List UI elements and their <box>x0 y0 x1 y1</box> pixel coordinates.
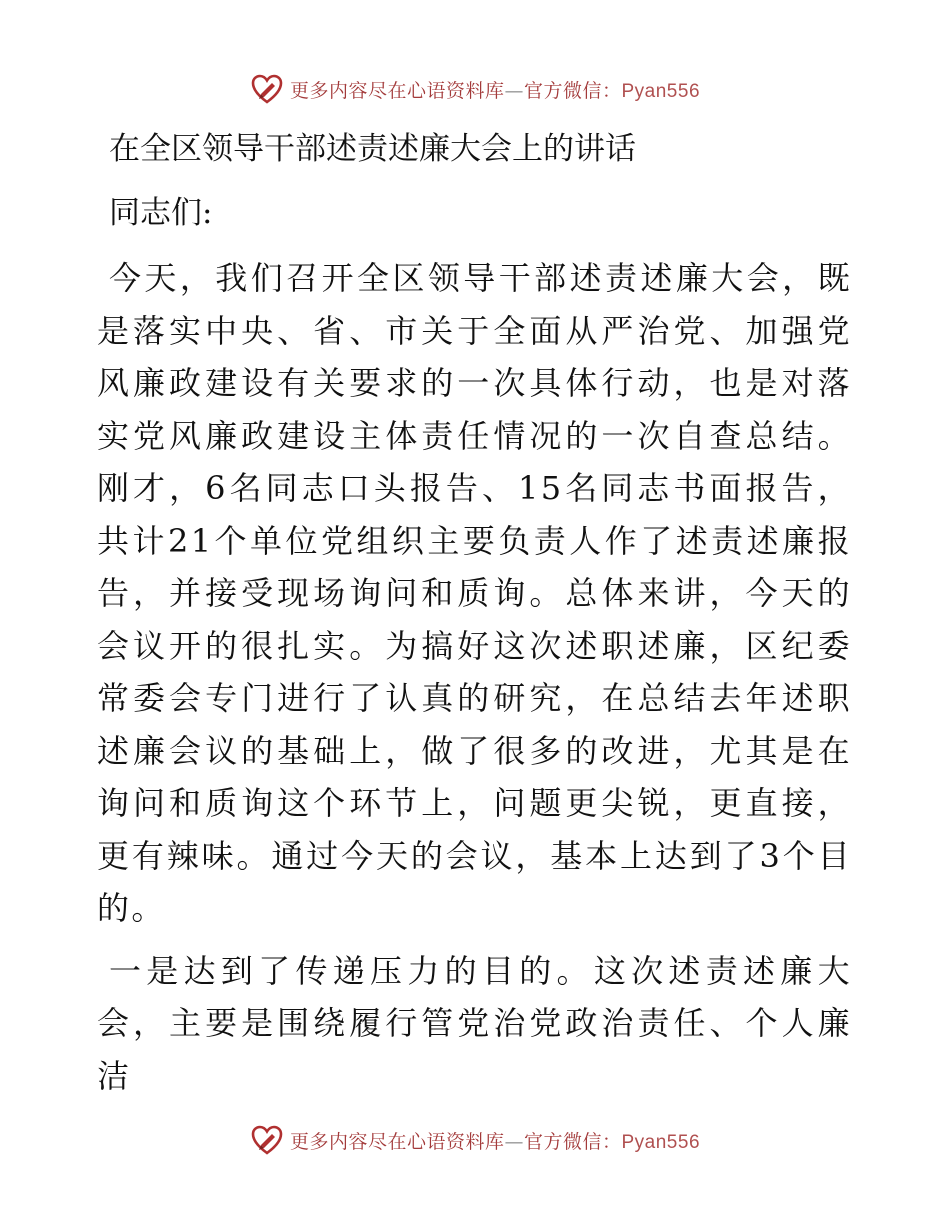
heart-pen-logo-icon <box>250 1123 284 1157</box>
watermark-main-text: 更多内容尽在心语资料库 <box>289 1130 505 1153</box>
watermark-text <box>290 76 700 103</box>
watermark-main-text: 更多内容尽在心语资料库 <box>289 79 505 102</box>
watermark-account-label: 官方微信： <box>523 79 622 102</box>
paragraph-1: 今天，我们召开全区领导干部述责述廉大会，既是落实中央、省、市关于全面从严治党、加强党风廉政建设有关要求的一次具体行动，也是对落实党风廉政建设主体责任情况的一次自查总结。刚才，6名同志口头报告、15名同志书面报告，共计21个单位党组织主要负责人作了述责述廉报告，并接受现场询问和质询。总体来讲，今天的会议开的很扎实。为搞好这次述职述廉，区纪委常委会专门进行了认真的研究，在总结去年述职述廉会议的基础上，做了很多的改进，尤其是在询问和质询这个环节上，问题更尖锐，更直接，更有辣味。通过今天的会议，基本上达到了3个目的。 <box>97 259 852 927</box>
watermark-footer <box>0 1123 950 1157</box>
document-body <box>97 124 852 1102</box>
watermark-text <box>290 1127 700 1154</box>
heart-pen-logo-icon <box>250 72 284 106</box>
watermark-header <box>0 72 950 106</box>
document-title: 在全区领导干部述责述廉大会上的讲话 <box>109 131 636 167</box>
salutation: 同志们: <box>109 195 213 231</box>
watermark-account-label: 官方微信： <box>523 1130 622 1153</box>
watermark-account-id: Pyan556 <box>621 80 701 102</box>
watermark-separator: — <box>504 79 524 102</box>
watermark-separator: — <box>504 1130 524 1153</box>
paragraph-2: 一是达到了传递压力的目的。这次述责述廉大会，主要是围绕履行管党治党政治责任、个人廉洁 <box>97 951 852 1095</box>
watermark-account-id: Pyan556 <box>621 1131 701 1153</box>
